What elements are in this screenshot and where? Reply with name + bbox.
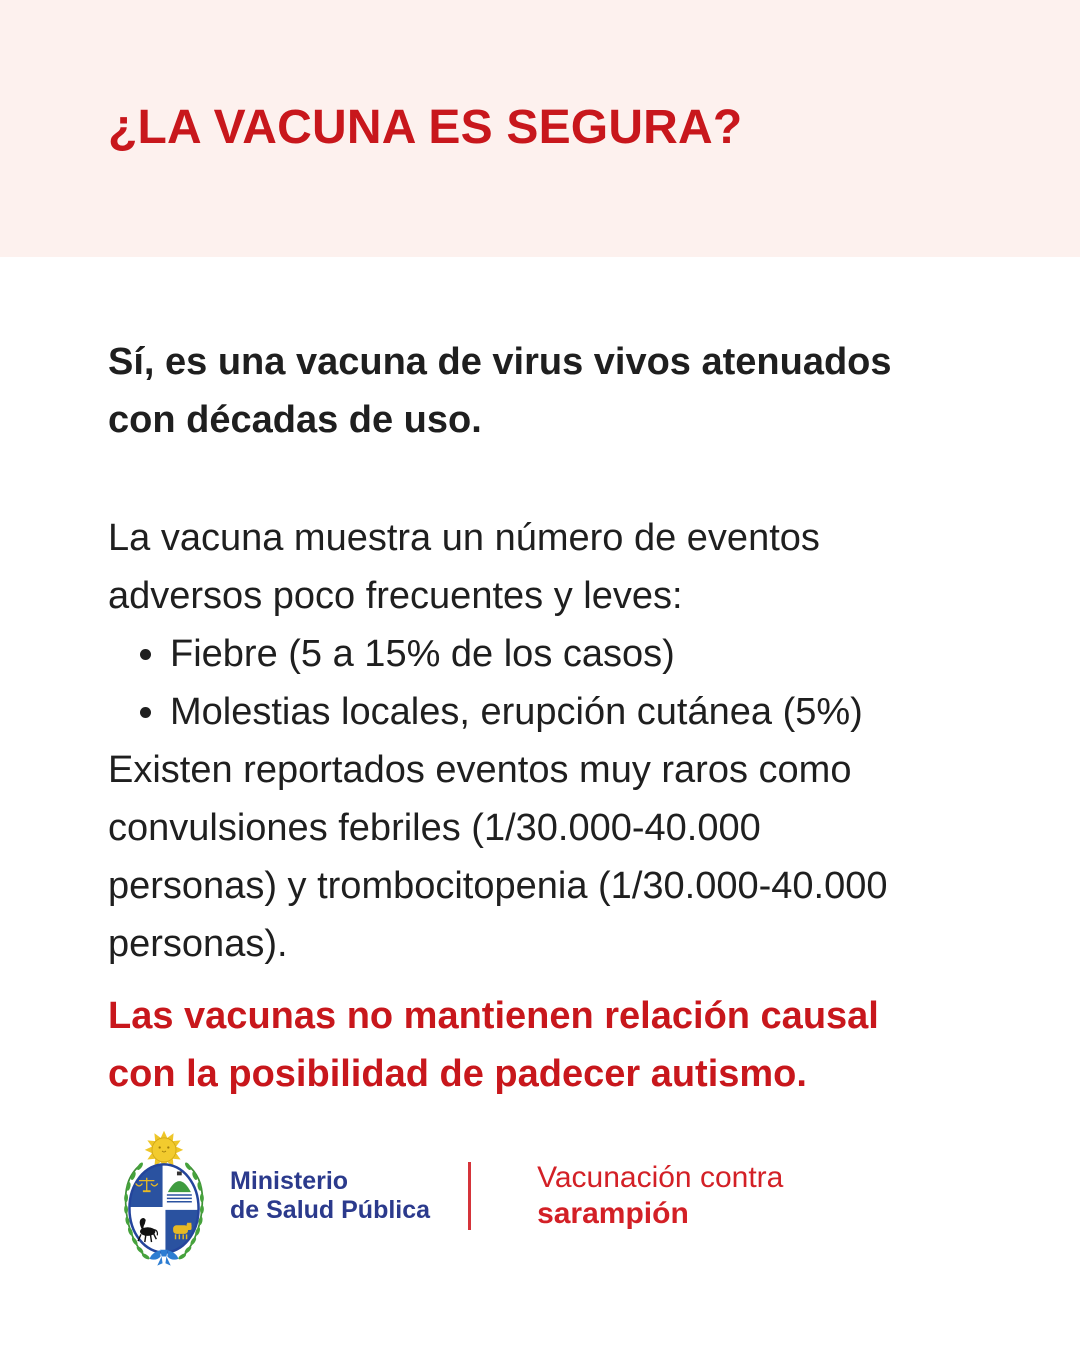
footer-divider xyxy=(468,1162,471,1230)
header-band xyxy=(0,0,1080,257)
page-title: ¿LA VACUNA ES SEGURA? xyxy=(108,101,743,154)
autism-disclaimer-text xyxy=(108,987,990,1103)
campaign-line: Vacunación contra xyxy=(537,1161,784,1194)
ministry-line: Ministerio xyxy=(230,1167,349,1195)
campaign-line-bold: sarampión xyxy=(537,1197,689,1230)
adverse-events-paragraph xyxy=(108,509,990,625)
campaign-title xyxy=(537,1160,783,1232)
rare-line: personas) y trombocitopenia (1/30.000-40.000 xyxy=(108,865,888,907)
rare-line: convulsiones febriles (1/30.000-40.000 xyxy=(108,807,761,849)
shield-oval xyxy=(129,1164,198,1252)
bullet-item-label: Fiebre (5 a 15% de los casos) xyxy=(170,633,675,675)
ministry-line: de Salud Pública xyxy=(230,1196,431,1224)
body-content xyxy=(0,333,1080,1103)
bullet-item xyxy=(108,683,990,741)
bullet-item-label: Molestias locales, erupción cutánea (5%) xyxy=(170,691,863,733)
intro-line: con décadas de uso. xyxy=(108,399,482,441)
rare-line: personas). xyxy=(108,923,288,965)
footer xyxy=(0,1124,1080,1268)
rare-line: Existen reportados eventos muy raros como xyxy=(108,749,852,791)
intro-line: Sí, es una vacuna de virus vivos atenuados xyxy=(108,341,892,383)
highlight-line: Las vacunas no mantienen relación causal xyxy=(108,995,879,1037)
uruguay-coat-of-arms-logo xyxy=(116,1124,212,1268)
bullet-item xyxy=(108,625,990,683)
highlight-line: con la posibilidad de padecer autismo. xyxy=(108,1053,807,1095)
bullet-dot-icon xyxy=(140,707,151,718)
lead-line: La vacuna muestra un número de eventos xyxy=(108,517,820,559)
ministry-name xyxy=(230,1167,430,1225)
bullet-list xyxy=(108,625,990,741)
intro-text xyxy=(108,333,990,449)
rare-events-paragraph xyxy=(108,741,990,973)
lead-line: adversos poco frecuentes y leves: xyxy=(108,575,683,617)
bullet-dot-icon xyxy=(140,649,151,660)
